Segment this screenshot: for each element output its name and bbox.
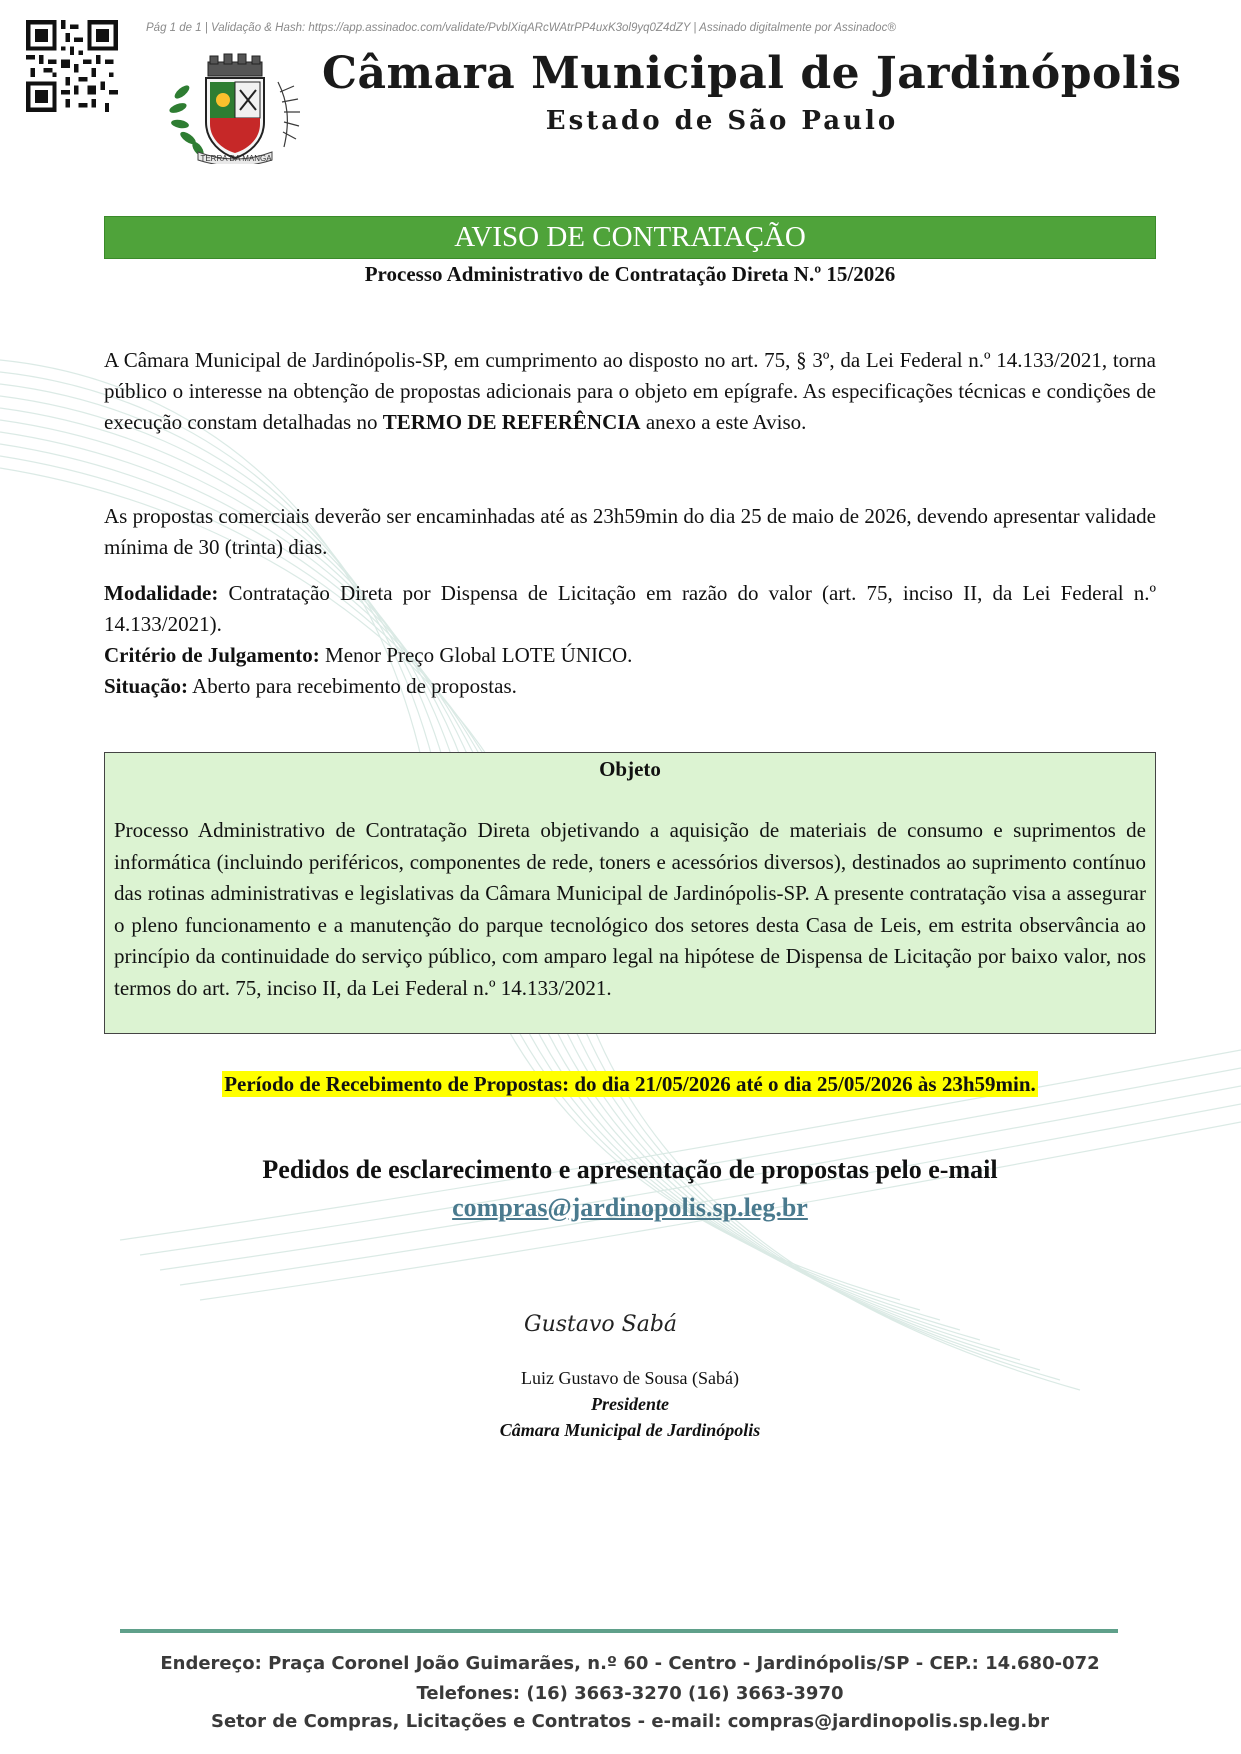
intro-paragraph [104,345,1156,438]
digital-signature-stamp: Pág 1 de 1 | Validação & Hash: https://app.assinadoc.com/validate/PvblXiqARcWAtrPP4uxK3ol9yq0Z4dZY | Assinado digitalmente por Assinadoc® [146,22,896,34]
email-line [104,1193,1156,1223]
modalidade-label: Modalidade: [104,581,219,605]
institution-subtitle: Estado de São Paulo [545,106,899,136]
reference-term: TERMO DE REFERÊNCIA [382,410,641,434]
deadline-paragraph: As propostas comerciais deverão ser encaminhadas até as 23h59min do dia 25 de maio de 2026, devendo apresentar validade mínima de 30 (trinta) dias. [104,504,1156,559]
situacao-line [104,671,1156,702]
proposal-period-highlight: Período de Recebimento de Propostas: do dia 21/05/2026 até o dia 25/05/2026 às 23h59min. [224,1072,1036,1096]
process-subtitle: Processo Administrativo de Contratação Direta N.º 15/2026 [364,262,896,286]
modalidade-value: Contratação Direta por Dispensa de Licitação em razão do valor (art. 75, inciso II, da Lei Federal n.º 14.133/2021). [104,581,1156,636]
signer-role: Presidente [591,1394,669,1414]
intro-tail: anexo a este Aviso. [640,410,807,434]
object-title: Objeto [599,757,661,781]
email-link[interactable]: compras@jardinopolis.sp.leg.br [452,1193,808,1222]
criterio-value: Menor Preço Global LOTE ÚNICO. [319,643,633,667]
notice-banner: AVISO DE CONTRATAÇÃO [104,216,1156,259]
criterio-label: Critério de Julgamento: [104,643,320,667]
footer-address: Endereço: Praça Coronel João Guimarães, n.º 60 - Centro - Jardinópolis/SP - CEP.: 14.680-072 [160,1653,1100,1674]
requests-heading: Pedidos de esclarecimento e apresentação de propostas pelo e-mail [262,1155,998,1184]
footer-phones: Telefones: (16) 3663-3270 (16) 3663-3970 [416,1683,844,1704]
coat-of-arms-icon [168,52,304,164]
footer-divider [120,1629,1118,1633]
situacao-value: Aberto para recebimento de propostas. [188,674,517,698]
handwritten-signature: Gustavo Sabá [524,1312,678,1337]
intro-text: A Câmara Municipal de Jardinópolis-SP, em cumprimento ao disposto no art. 75, § 3º, da Lei Federal n.º 14.133/2021, torna público o interesse na obtenção de propostas adicionais para o objeto em epígrafe. As especificações técnicas e condições de execução constam detalhadas no [104,348,1156,434]
signer-name: Luiz Gustavo de Sousa (Sabá) [521,1368,739,1388]
situacao-label: Situação: [104,674,188,698]
modalidade-line [104,578,1156,640]
proposal-period [104,1072,1156,1097]
crest-motto: TERRA DA MANGA [200,154,272,163]
footer-sector: Setor de Compras, Licitações e Contratos - e-mail: compras@jardinopolis.sp.leg.br [210,1711,1049,1732]
signer-organization: Câmara Municipal de Jardinópolis [499,1420,761,1440]
criterio-line [104,640,1156,671]
object-text: Processo Administrativo de Contratação Direta objetivando a aquisição de materiais de consumo e suprimentos de informática (incluindo periféricos, componentes de rede, toners e acessórios diversos), destinados ao suprimento contínuo das rotinas administrativas e legislativas da Câmara Municipal de Jardinópolis-SP. A presente contratação visa a assegurar o pleno funcionamento e a manutenção do parque tecnológico dos setores desta Casa de Leis, em estrita observância ao princípio da continuidade do serviço público, com amparo legal na hipótese de Dispensa de Licitação por baixo valor, nos termos do art. 75, inciso II, da Lei Federal n.º 14.133/2021. [114,818,1146,1000]
qr-code-icon [26,20,118,112]
institution-title: Câmara Municipal de Jardinópolis [322,48,1182,99]
